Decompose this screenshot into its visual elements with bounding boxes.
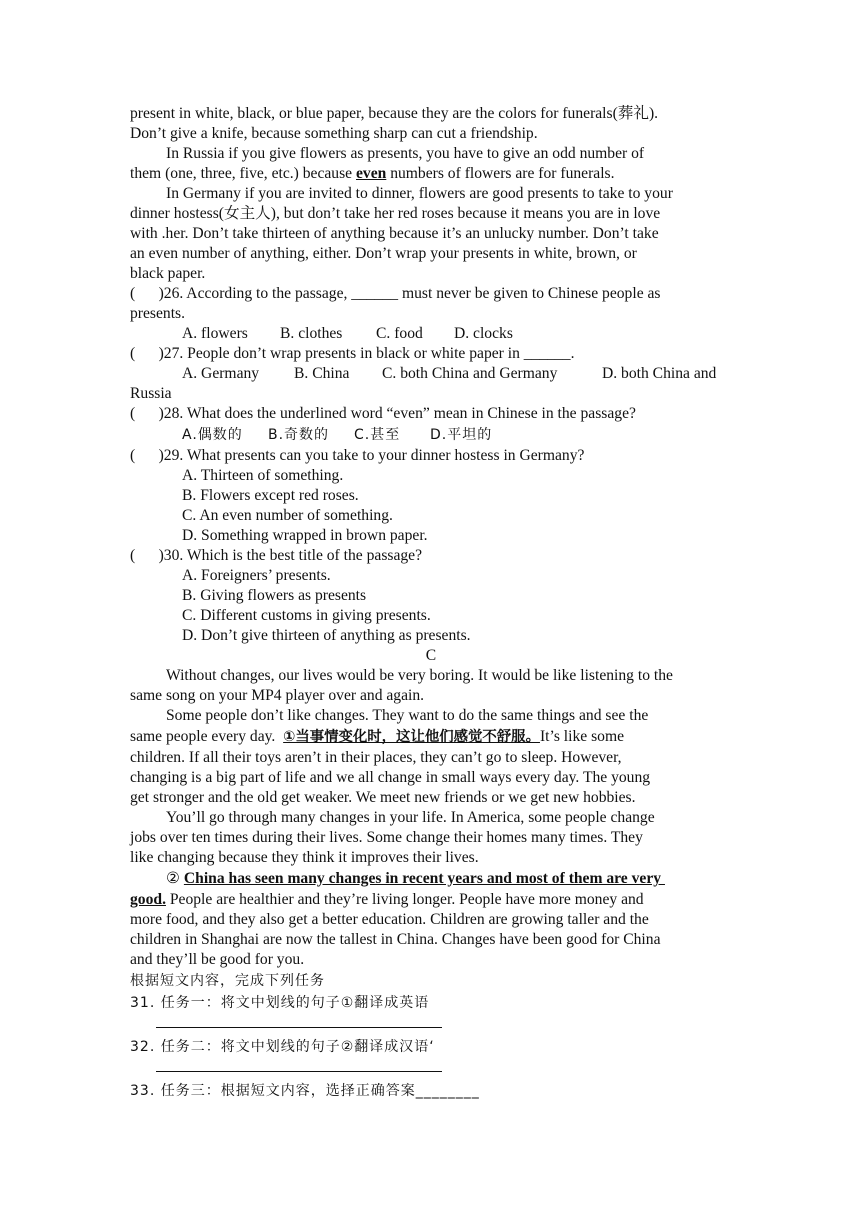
underlined-sentence-2-end: good.: [130, 891, 166, 908]
task-31-answer-line[interactable]: [130, 1014, 732, 1036]
option-b: B. clothes: [280, 325, 343, 342]
passage-c-line: You’ll go through many changes in your life. In America, some people change: [166, 809, 655, 826]
passage-c-line: more food, and they also get a better education. Children are growing taller and the: [130, 911, 649, 928]
passage-b-line: them (one, three, five, etc.) because even numbers of flowers are for funerals.: [130, 165, 615, 182]
passage-c-line: and they’ll be good for you.: [130, 951, 305, 968]
passage-c-line: good. People are healthier and they’re living longer. People have more money and: [130, 891, 644, 908]
passage-b-line: an even number of anything, either. Don’t wrap your presents in white, brown, or: [130, 245, 637, 262]
question-27: ( )27. People don’t wrap presents in black or white paper in ______.: [130, 345, 575, 362]
passage-b-line: dinner hostess(女主人), but don’t take her red roses because it means you are in love: [130, 205, 661, 222]
tasks-intro: 根据短文内容，完成下列任务: [130, 973, 325, 989]
option-c: C.甚至: [354, 427, 401, 443]
question-27-cont: Russia: [130, 385, 172, 402]
question-29: ( )29. What presents can you take to your dinner hostess in Germany?: [130, 447, 585, 464]
option-b: B. Giving flowers as presents: [182, 587, 367, 604]
answer-blank[interactable]: [156, 1017, 442, 1028]
option-a: A. Germany: [182, 365, 260, 382]
question-26: ( )26. According to the passage, ______ must never be given to Chinese people as: [130, 285, 661, 302]
passage-c-line: ② China has seen many changes in recent years and most of them are very: [166, 870, 665, 887]
option-d: D. Something wrapped in brown paper.: [182, 527, 428, 544]
question-26-cont: presents.: [130, 305, 185, 322]
answer-blank[interactable]: [156, 1061, 442, 1072]
option-d: D. both China and: [602, 365, 717, 382]
task-31: 31. 任务一：将文中划线的句子①翻译成英语: [130, 995, 430, 1011]
question-30: ( )30. Which is the best title of the passage?: [130, 547, 423, 564]
task-33: 33. 任务三：根据短文内容，选择正确答案________: [130, 1083, 480, 1099]
passage-b-line: black paper.: [130, 265, 206, 282]
passage-c-line: changing is a big part of life and we all change in small ways every day. The young: [130, 769, 651, 786]
passage-b-line: present in white, black, or blue paper, because they are the colors for funerals(葬礼).: [130, 105, 659, 122]
section-heading-c: C: [425, 647, 437, 664]
passage-c-line: same people every day. ①当事情变化时，这让他们感觉不舒服。It’s like some: [130, 728, 624, 745]
passage-c-line: Without changes, our lives would be very boring. It would be like listening to the: [166, 667, 673, 684]
question-26-options: [130, 324, 732, 344]
passage-c-line: Some people don’t like changes. They want to do the same things and see the: [166, 707, 649, 724]
option-a: A. Thirteen of something.: [182, 467, 344, 484]
underlined-word-even: even: [356, 165, 387, 182]
option-b: B. Flowers except red roses.: [182, 487, 359, 504]
underlined-sentence-1: ①当事情变化时，这让他们感觉不舒服。: [283, 729, 540, 745]
option-a: A. flowers: [182, 325, 248, 342]
option-a: A. Foreigners’ presents.: [182, 567, 331, 584]
underlined-sentence-2: China has seen many changes in recent years and most of them are very: [183, 870, 665, 887]
passage-c-line: get stronger and the old get weaker. We meet new friends or we get new hobbies.: [130, 789, 636, 806]
passage-c-line: children in Shanghai are now the tallest in China. Changes have been good for China: [130, 931, 661, 948]
option-c: C. food: [376, 325, 423, 342]
option-d: D.平坦的: [430, 427, 493, 443]
question-28: ( )28. What does the underlined word “even” mean in Chinese in the passage?: [130, 405, 636, 422]
option-c: C. An even number of something.: [182, 507, 393, 524]
question-27-options: [130, 364, 732, 384]
option-c: C. both China and Germany: [382, 365, 558, 382]
passage-b-line: In Russia if you give flowers as presents, you have to give an odd number of: [166, 145, 645, 162]
option-c: C. Different customs in giving presents.: [182, 607, 431, 624]
passage-b-line: with .her. Don’t take thirteen of anything because it’s an unlucky number. Don’t take: [130, 225, 659, 242]
passage-c-line: jobs over ten times during their lives. Some change their homes many times. They: [130, 829, 643, 846]
passage-b-line: In Germany if you are invited to dinner, flowers are good presents to take to your: [166, 185, 673, 202]
task-32: 32. 任务二：将文中划线的句子②翻译成汉语‘: [130, 1039, 435, 1055]
option-a: A.偶数的: [182, 427, 243, 443]
passage-c-line: same song on your MP4 player over and again.: [130, 687, 425, 704]
passage-c-line: like changing because they think it improves their lives.: [130, 849, 479, 866]
option-b: B. China: [294, 365, 350, 382]
option-d: D. clocks: [454, 325, 513, 342]
option-b: B.奇数的: [268, 427, 330, 443]
passage-b-line: Don’t give a knife, because something sharp can cut a friendship.: [130, 125, 538, 142]
passage-c-line: children. If all their toys aren’t in their places, they can’t go to sleep. However,: [130, 749, 622, 766]
option-d: D. Don’t give thirteen of anything as presents.: [182, 627, 471, 644]
worksheet-page: [130, 104, 732, 1102]
question-28-options: [130, 424, 732, 446]
task-32-answer-line[interactable]: [130, 1058, 732, 1080]
